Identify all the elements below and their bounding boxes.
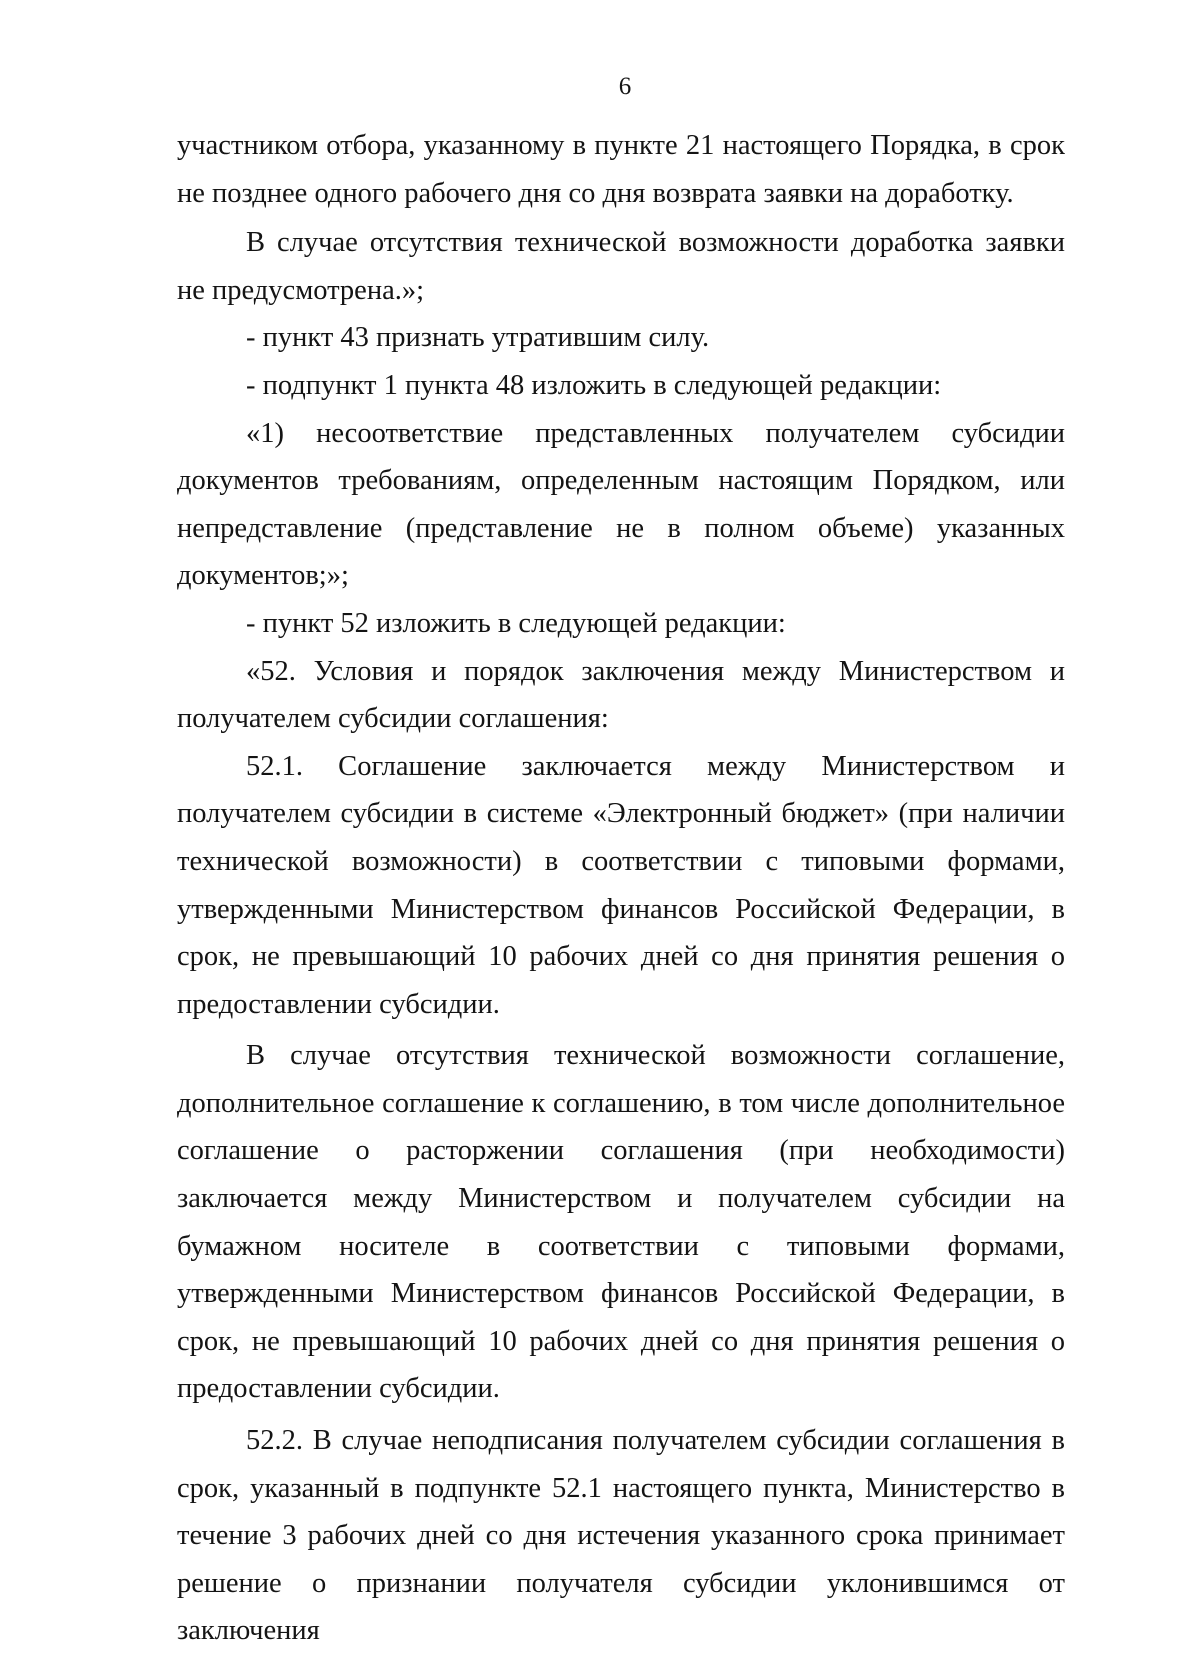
paragraph-52-1: 52.1. Соглашение заключается между Министерством и получателем субсидии в системе «Электронный бюджет» (при наличии технической возможности) в соответствии с типовыми формами, утвержденными Министерством финансов Российской Федерации, в срок, не превышающий 10 рабочих дней со дня принятия решения о предоставлении субсидии.: [177, 750, 1065, 1020]
document-body: [177, 122, 1065, 1655]
paragraph-52-conditions: «52. Условия и порядок заключения между Министерством и получателем субсидии соглашения:: [177, 655, 1065, 735]
paragraph-no-technical-possibility: В случае отсутствия технической возможности доработка заявки не предусмотрена.»;: [177, 227, 1065, 306]
paragraph-52-2: 52.2. В случае неподписания получателем субсидии соглашения в срок, указанный в подпункте 52.1 настоящего пункта, Министерство в течение 3 рабочих дней со дня истечения указанного срока принимает решение о признании получателя субсидии уклонившимся от заключения: [177, 1425, 1065, 1647]
paragraph-paper-agreement: В случае отсутствия технической возможности соглашение, дополнительное соглашение к соглашению, в том числе дополнительное соглашение о расторжении соглашения (при необходимости) заключается между Министерством и получателем субсидии на бумажном носителе в соответствии с типовыми формами, утвержденными Министерством финансов Российской Федерации, в срок, не превышающий 10 рабочих дней со дня принятия решения о предоставлении субсидии.: [177, 1040, 1065, 1405]
paragraph-subpoint-1-point-48: - подпункт 1 пункта 48 изложить в следующей редакции:: [246, 369, 942, 401]
paragraph-continuation: участником отбора, указанному в пункте 21 настоящего Порядка, в срок не позднее одного рабочего дня со дня возврата заявки на доработку.: [177, 130, 1065, 209]
paragraph-point-43: - пункт 43 признать утратившим силу.: [246, 322, 710, 354]
page-number: 6: [618, 73, 632, 100]
paragraph-point-52: - пункт 52 изложить в следующей редакции:: [246, 607, 786, 639]
paragraph-nonconformity: «1) несоответствие представленных получателем субсидии документов требованиям, определенным настоящим Порядком, или непредставление (представление не в полном объеме) указанных документов;»;: [177, 417, 1065, 592]
